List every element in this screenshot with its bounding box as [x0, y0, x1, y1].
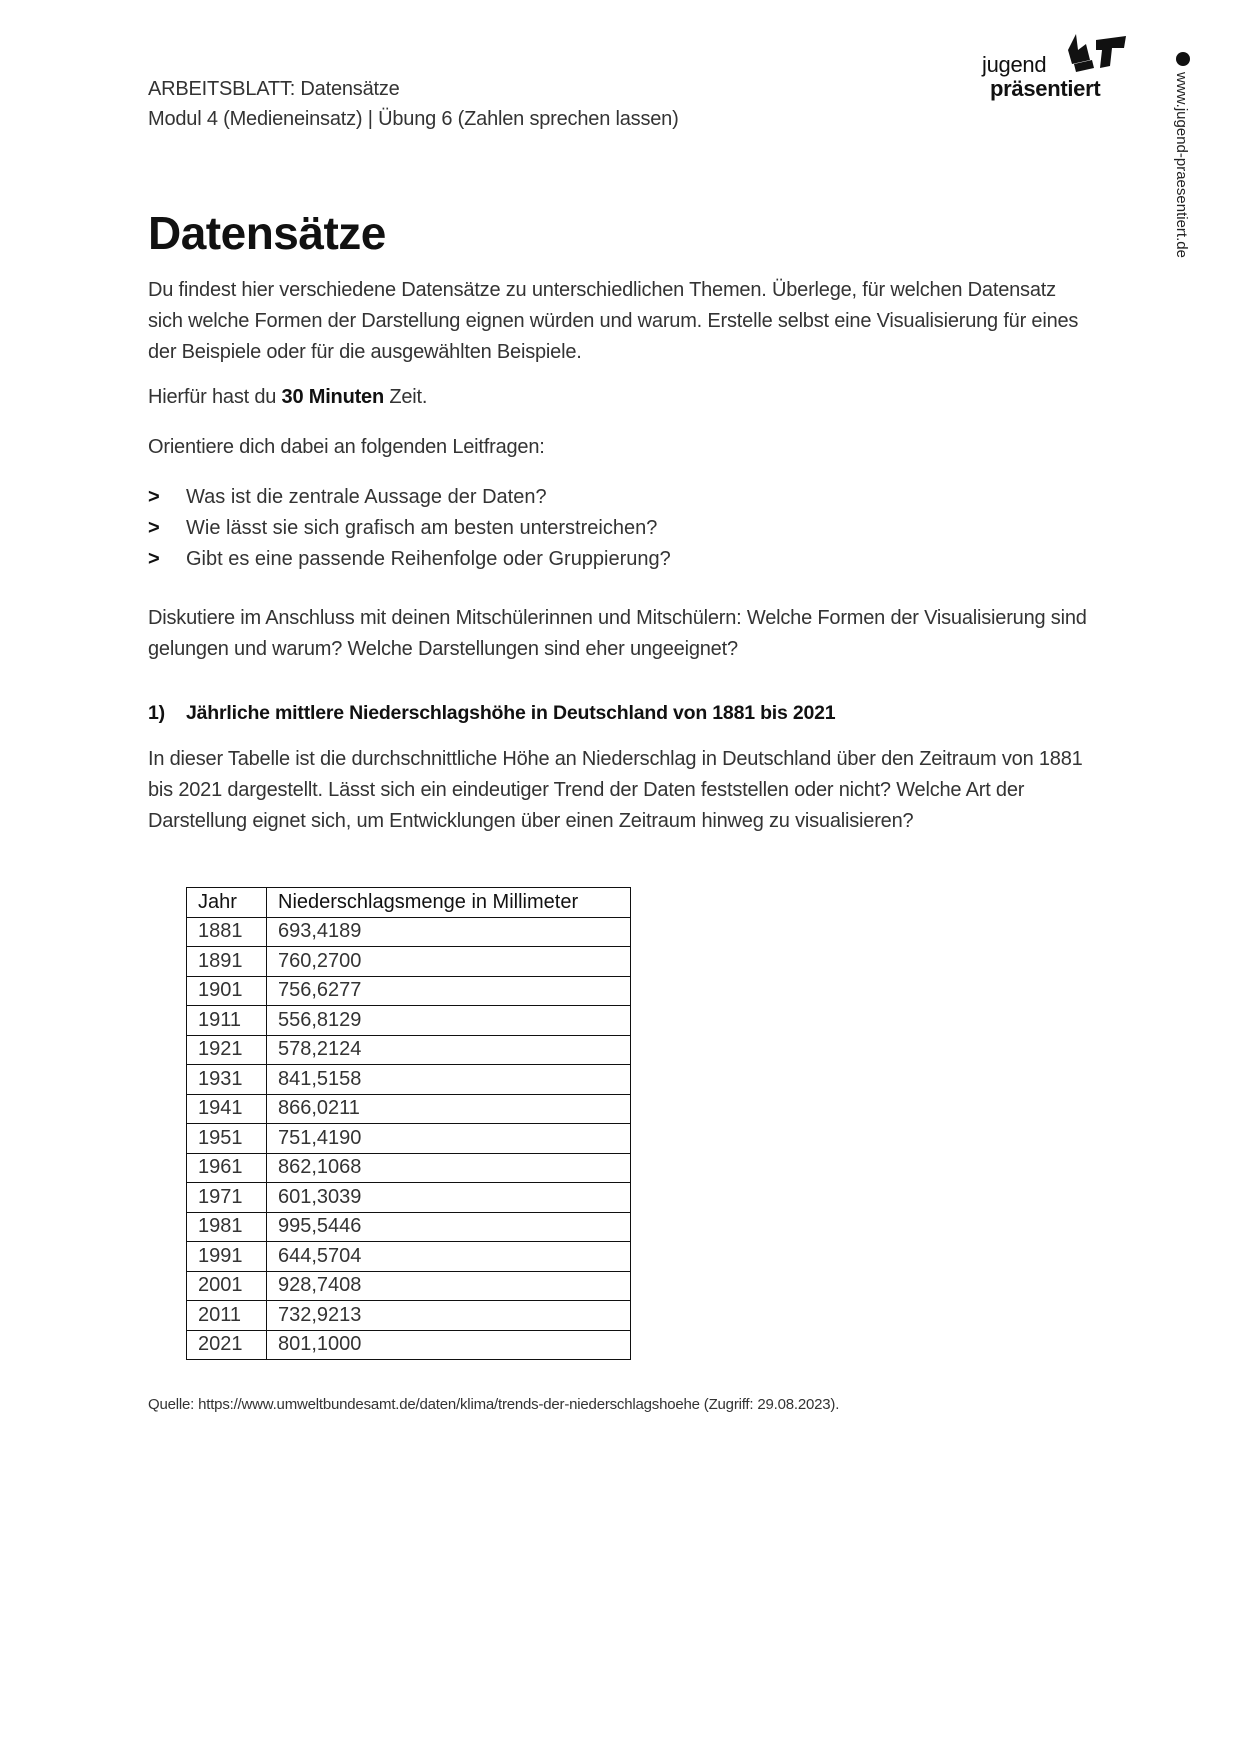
year-cell: 1881 [187, 917, 267, 947]
precipitation-table [186, 887, 631, 1360]
table-row [187, 1006, 631, 1036]
bullet-arrow-icon: > [148, 486, 160, 508]
table-row [187, 917, 631, 947]
intro-paragraph: Du findest hier verschiedene Datensätze zu unterschiedlichen Themen. Überlege, für welchen Datensatz sich welche Formen der Darstellung eignen würden und warum. Erstelle selbst eine Visualisierung für eines der Beispiele oder für die ausgewählten Beispiele. [148, 279, 1079, 363]
table-row [187, 1035, 631, 1065]
year-cell: 1911 [187, 1006, 267, 1036]
bullet-arrow-icon: > [148, 548, 160, 570]
year-cell: 1981 [187, 1212, 267, 1242]
value-cell: 578,2124 [267, 1035, 631, 1065]
value-cell: 751,4190 [267, 1124, 631, 1154]
year-cell: 1901 [187, 976, 267, 1006]
year-cell: 2021 [187, 1330, 267, 1360]
website-url[interactable]: www.jugend-praesentiert.de [1173, 72, 1190, 258]
module-label: Modul 4 (Medieneinsatz) | Übung 6 (Zahlen sprechen lassen) [148, 108, 679, 130]
guide-intro: Orientiere dich dabei an folgenden Leitfragen: [148, 436, 545, 458]
value-cell: 841,5158 [267, 1065, 631, 1095]
table-row [187, 947, 631, 977]
source-citation: Quelle: https://www.umweltbundesamt.de/daten/klima/trends-der-niederschlagshoehe (Zugriff: 29.08.2023). [148, 1396, 840, 1413]
table-row [187, 1065, 631, 1095]
year-cell: 1921 [187, 1035, 267, 1065]
column-header-year: Jahr [187, 888, 267, 918]
discussion-paragraph: Diskutiere im Anschluss mit deinen Mitschülerinnen und Mitschülern: Welche Formen der Visualisierung sind gelungen und warum? Welche Darstellungen sind eher ungeeignet? [148, 607, 1087, 660]
guide-question [148, 544, 671, 575]
value-cell: 556,8129 [267, 1006, 631, 1036]
page-title: Datensätze [148, 207, 386, 259]
table-row [187, 1330, 631, 1360]
value-cell: 732,9213 [267, 1301, 631, 1331]
guide-question [148, 482, 671, 513]
value-cell: 760,2700 [267, 947, 631, 977]
table-header-row [187, 888, 631, 918]
jugend-praesentiert-logo [982, 30, 1132, 102]
time-duration: 30 Minuten [281, 386, 384, 408]
year-cell: 2011 [187, 1301, 267, 1331]
side-website [1172, 52, 1196, 282]
value-cell: 862,1068 [267, 1153, 631, 1183]
table-row [187, 1183, 631, 1213]
globe-icon [1176, 52, 1190, 66]
table-row [187, 1153, 631, 1183]
time-suffix: Zeit. [384, 386, 428, 408]
section-number: 1) [148, 702, 165, 724]
value-cell: 756,6277 [267, 976, 631, 1006]
table-row [187, 1212, 631, 1242]
logo-mark-icon [1066, 30, 1128, 74]
worksheet-label: ARBEITSBLATT: Datensätze [148, 78, 400, 100]
time-note [148, 382, 1088, 413]
value-cell: 995,5446 [267, 1212, 631, 1242]
table-row [187, 976, 631, 1006]
value-cell: 928,7408 [267, 1271, 631, 1301]
year-cell: 1941 [187, 1094, 267, 1124]
year-cell: 1931 [187, 1065, 267, 1095]
year-cell: 1991 [187, 1242, 267, 1272]
year-cell: 2001 [187, 1271, 267, 1301]
table-row [187, 1271, 631, 1301]
time-prefix: Hierfür hast du [148, 386, 282, 408]
year-cell: 1891 [187, 947, 267, 977]
value-cell: 866,0211 [267, 1094, 631, 1124]
year-cell: 1971 [187, 1183, 267, 1213]
column-header-precipitation: Niederschlagsmenge in Millimeter [267, 888, 631, 918]
logo-word-jugend: jugend [982, 52, 1047, 77]
bullet-arrow-icon: > [148, 517, 160, 539]
logo-word-praesentiert: präsentiert [990, 76, 1101, 101]
year-cell: 1951 [187, 1124, 267, 1154]
question-text: Wie lässt sie sich grafisch am besten unterstreichen? [186, 517, 658, 539]
guide-question [148, 513, 671, 544]
question-text: Gibt es eine passende Reihenfolge oder Gruppierung? [186, 548, 671, 570]
table-row [187, 1242, 631, 1272]
section-1-description: In dieser Tabelle ist die durchschnittliche Höhe an Niederschlag in Deutschland über den Zeitraum von 1881 bis 2021 dargestellt. Lässt sich ein eindeutiger Trend der Daten feststellen oder nicht? Welche Art der Darstellung eignet sich, um Entwicklungen über einen Zeitraum hinweg zu visualisieren? [148, 748, 1083, 832]
question-text: Was ist die zentrale Aussage der Daten? [186, 486, 547, 508]
table-row [187, 1124, 631, 1154]
section-title-text: Jährliche mittlere Niederschlagshöhe in Deutschland von 1881 bis 2021 [186, 702, 836, 724]
table-row [187, 1094, 631, 1124]
year-cell: 1961 [187, 1153, 267, 1183]
value-cell: 693,4189 [267, 917, 631, 947]
value-cell: 601,3039 [267, 1183, 631, 1213]
value-cell: 644,5704 [267, 1242, 631, 1272]
table-row [187, 1301, 631, 1331]
value-cell: 801,1000 [267, 1330, 631, 1360]
document-header [148, 74, 679, 134]
guide-questions [148, 482, 671, 575]
section-1-heading [148, 702, 835, 725]
